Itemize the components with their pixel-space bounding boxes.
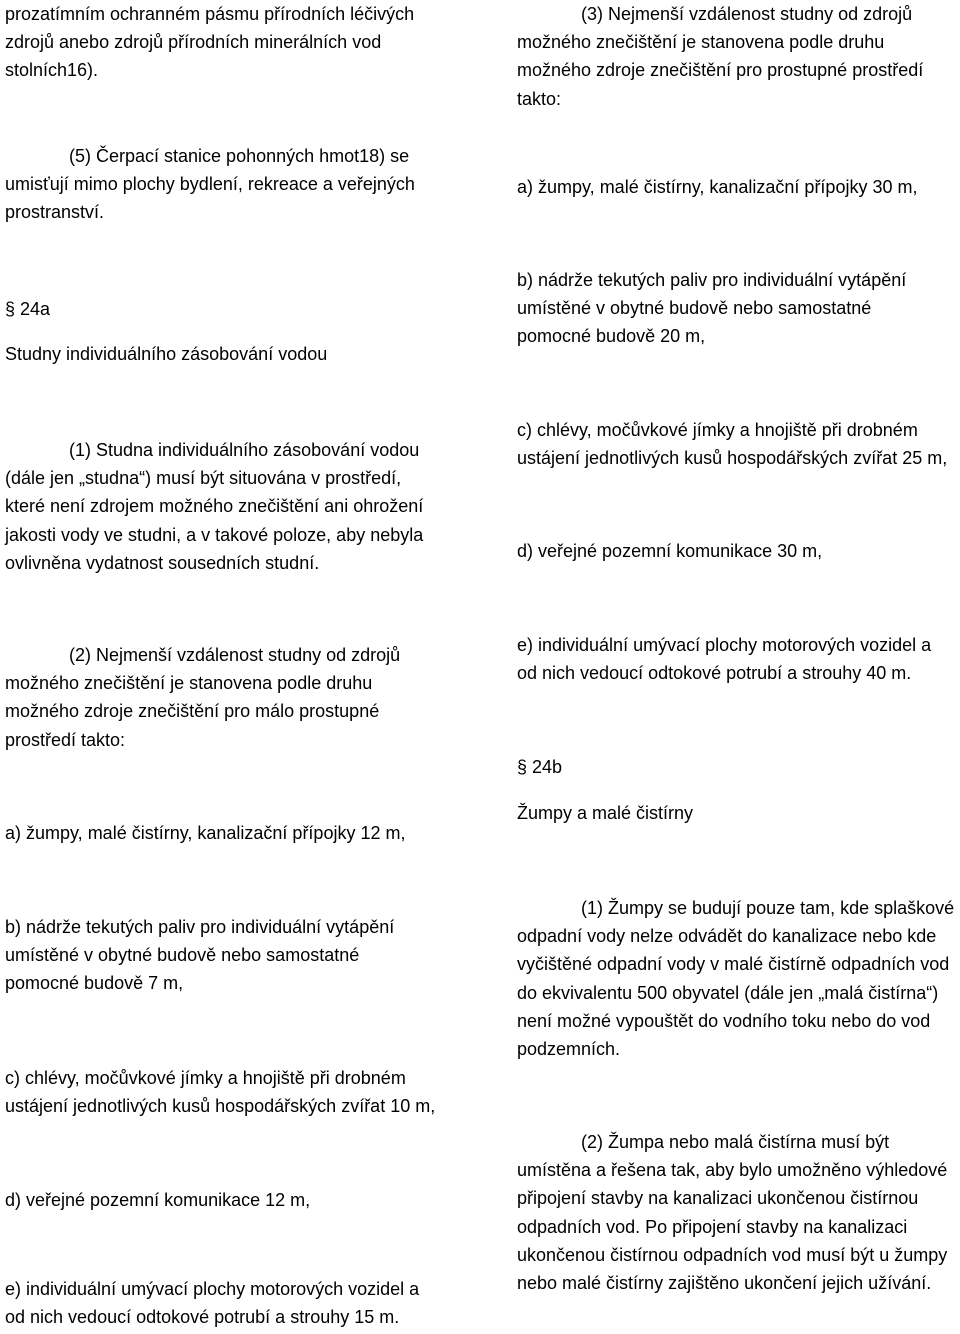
list-item-e: e) individuální umývací plochy motorových vozidel a od nich vedoucí odtokové potrubí a strouhy 40 m. (517, 635, 932, 684)
section-number-24b: § 24b (517, 757, 563, 777)
list-item-a: a) žumpy, malé čistírny, kanalizační přípojky 30 m, (517, 177, 918, 197)
paragraph-3-permeable: (3) Nejmenší vzdálenost studny od zdrojů možného znečištění je stanovena podle druhu možného zdroje znečištění pro prostupné prostředí takto: (517, 4, 924, 109)
list-item-c: c) chlévy, močůvkové jímky a hnojiště při drobném ustájení jednotlivých kusů hospodářských zvířat 10 m, (5, 1068, 436, 1117)
list-item-e: e) individuální umývací plochy motorových vozidel a od nich vedoucí odtokové potrubí a strouhy 15 m. (5, 1279, 420, 1328)
list-item-b: b) nádrže tekutých paliv pro individuální vytápění umístěné v obytné budově nebo samostatné pomocné budově 20 m, (517, 270, 907, 347)
list-item-c: c) chlévy, močůvkové jímky a hnojiště při drobném ustájení jednotlivých kusů hospodářských zvířat 25 m, (517, 420, 948, 469)
section-title-24a: Studny individuálního zásobování vodou (5, 344, 328, 364)
list-item-b: b) nádrže tekutých paliv pro individuální vytápění umístěné v obytné budově nebo samostatné pomocné budově 7 m, (5, 917, 395, 994)
paragraph-continuation: prozatímním ochranném pásmu přírodních léčivých zdrojů anebo zdrojů přírodních minerálních vod stolních16). (5, 4, 415, 81)
paragraph-2-low-permeability: (2) Nejmenší vzdálenost studny od zdrojů možného znečištění je stanovena podle druhu možného zdroje znečištění pro málo prostupné prostředí takto: (5, 645, 401, 750)
paragraph-5-fuel-stations: (5) Čerpací stanice pohonných hmot18) se umisťují mimo plochy bydlení, rekreace a veřejných prostranství. (5, 146, 415, 223)
list-item-d: d) veřejné pozemní komunikace 30 m, (517, 541, 823, 561)
left-column (5, 0, 460, 1334)
section-title-24b: Žumpy a malé čistírny (517, 803, 694, 823)
section-number-24a: § 24a (5, 299, 51, 319)
paragraph-1-cesspools: (1) Žumpy se budují pouze tam, kde splaškové odpadní vody nelze odvádět do kanalizace nebo kde vyčištěné odpadní vody v malé čistírně odpadních vod do ekvivalentu 500 obyvatel (dále jen „malá čistírna“) není možné vypouštět do vodního toku nebo do vod podzemních. (517, 898, 955, 1060)
list-item-a: a) žumpy, malé čistírny, kanalizační přípojky 12 m, (5, 823, 406, 843)
paragraph-1-well: (1) Studna individuálního zásobování vodou (dále jen „studna“) musí být situována v prostředí, které není zdrojem možného znečištění ani ohrožení jakosti vody ve studni, a v takové poloze, aby nebyla ovlivněna vydatnost sousedních studní. (5, 440, 424, 573)
list-item-d: d) veřejné pozemní komunikace 12 m, (5, 1190, 311, 1210)
paragraph-2-cesspool-connection: (2) Žumpa nebo malá čistírna musí být umístěna a řešena tak, aby bylo umožněno výhledové připojení stavby na kanalizaci ukončenou čistírnou odpadních vod. Po připojení stavby na kanalizaci ukončenou čistírnou odpadních vod musí být u žumpy nebo malé čistírny zajištěno ukončení jejich užívání. (517, 1132, 948, 1294)
right-column (517, 0, 960, 1334)
